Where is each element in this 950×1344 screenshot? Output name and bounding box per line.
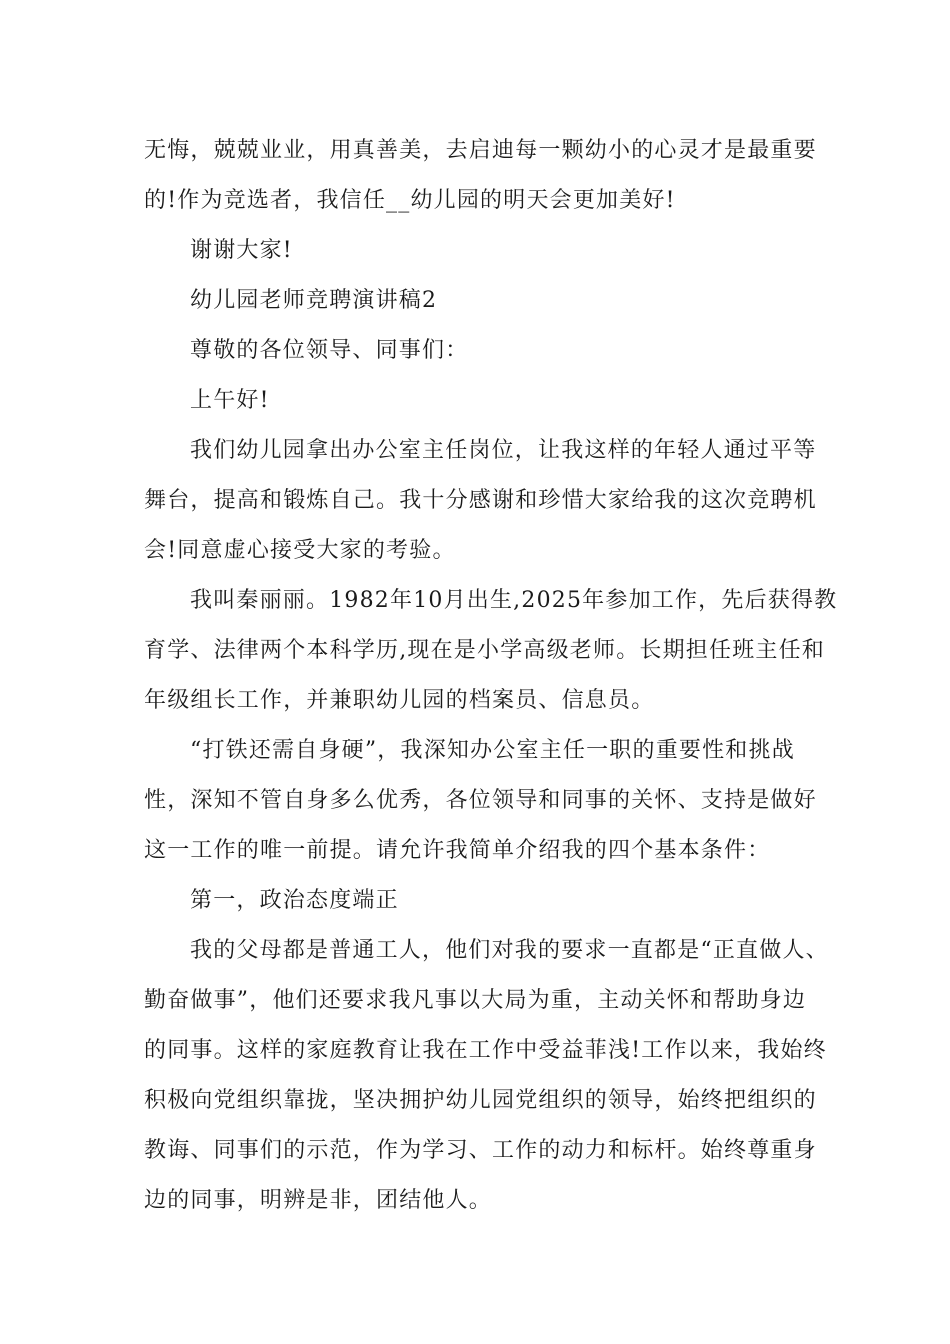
greeting: 上午好!	[190, 388, 270, 413]
speech-title: 幼儿园老师竞聘演讲稿2	[190, 288, 438, 313]
text-line: 育学、法律两个本科学历,现在是小学高级老师。长期担任班主任和	[144, 638, 825, 663]
text-line: 我叫秦丽丽。1982年10月出生,2025年参加工作，先后获得教	[190, 588, 838, 613]
text-line: 教诲、同事们的示范，作为学习、工作的动力和标杆。始终尊重身	[144, 1138, 817, 1163]
text-line: 的同事。这样的家庭教育让我在工作中受益菲浅!工作以来，我始终	[144, 1038, 827, 1063]
closing-thanks: 谢谢大家!	[190, 238, 293, 263]
text-line: 年级组长工作，并兼职幼儿园的档案员、信息员。	[144, 688, 655, 713]
salutation: 尊敬的各位领导、同事们：	[190, 338, 469, 363]
text-line: 性，深知不管自身多么优秀，各位领导和同事的关怀、支持是做好	[144, 788, 817, 813]
section-heading: 第一，政治态度端正	[190, 888, 399, 913]
text-line: 这一工作的唯一前提。请允许我简单介绍我的四个基本条件：	[144, 838, 771, 863]
text-line: 舞台，提高和锻炼自己。我十分感谢和珍惜大家给我的这次竞聘机	[144, 488, 817, 513]
text-line: 边的同事，明辨是非，团结他人。	[144, 1188, 493, 1213]
text-line: 勤奋做事”，他们还要求我凡事以大局为重，主动关怀和帮助身边	[144, 988, 807, 1013]
text-line: 我的父母都是普通工人，他们对我的要求一直都是“正直做人、	[190, 938, 829, 963]
text-line: 会!同意虚心接受大家的考验。	[144, 538, 456, 563]
text-line: 积极向党组织靠拢，坚决拥护幼儿园党组织的领导，始终把组织的	[144, 1088, 817, 1113]
text-line: “打铁还需自身硬”，我深知办公室主任一职的重要性和挑战	[190, 738, 795, 763]
text-line: 无悔，兢兢业业，用真善美，去启迪每一颗幼小的心灵才是最重要	[144, 138, 817, 163]
text-line: 我们幼儿园拿出办公室主任岗位，让我这样的年轻人通过平等	[190, 438, 817, 463]
text-line: 的!作为竞选者，我信任__幼儿园的明天会更加美好!	[144, 188, 676, 213]
